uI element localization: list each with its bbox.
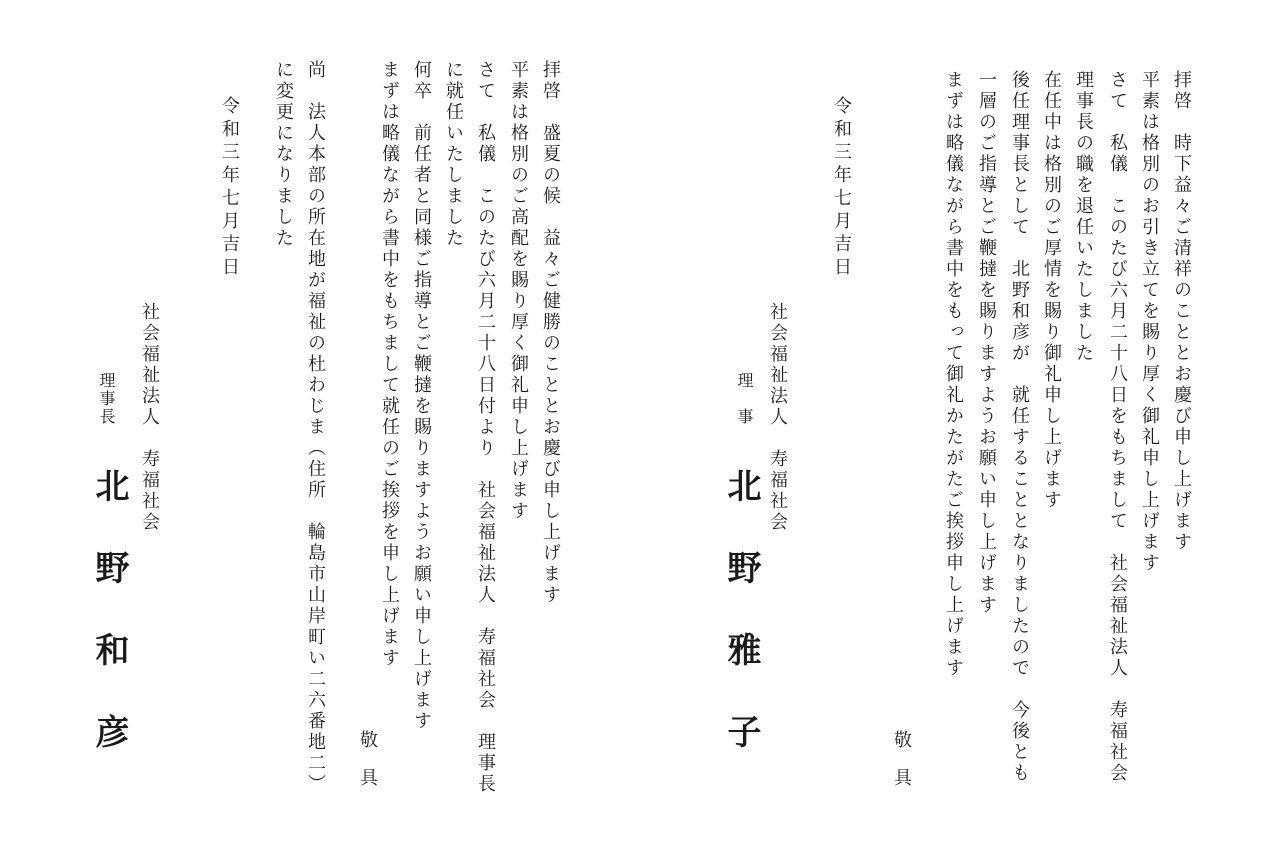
retirement-line-7: 一層のご指導とご鞭撻を賜りますようお願い申し上げます — [976, 70, 997, 616]
appointment-line-1: 拝啓 盛夏の候 益々ご健勝のこととお慶び申し上げます — [540, 60, 561, 606]
retirement-org: 社会福祉法人 寿福社会 — [767, 302, 788, 533]
appointment-line-2: 平素は格別のご高配を賜り厚く御礼申し上げます — [508, 60, 529, 522]
appointment-closing: 敬具 — [357, 730, 378, 806]
appointment-line-4: に就任いたしました — [443, 60, 464, 249]
retirement-signatory-name: 北野雅子 — [721, 468, 761, 796]
appointment-line-3: さて 私儀 このたび六月二十八日付より 社会福祉法人 寿福社会 理事長 — [475, 60, 496, 795]
postscript-line-2: に変更になりました — [273, 60, 294, 249]
retirement-line-4: 理事長の職を退任いたしました — [1073, 70, 1094, 364]
appointment-line-5: 何卒 前任者と同様ご指導とご鞭撻を賜りますようお願い申し上げます — [411, 60, 432, 732]
appointment-title: 理事長 — [97, 372, 116, 426]
appointment-line-6: まずは略儀ながら書中をもちまして就任のご挨拶を申し上げます — [379, 60, 400, 669]
appointment-signatory-name: 北野和彦 — [89, 468, 129, 796]
retirement-line-6: 後任理事長として 北野和彦が 就任することとなりましたので 今後とも — [1009, 70, 1030, 784]
appointment-date: 令和三年七月吉日 — [219, 96, 240, 280]
retirement-letter — [640, 0, 1280, 842]
retirement-closing: 敬具 — [891, 730, 912, 806]
retirement-date: 令和三年七月吉日 — [831, 96, 852, 280]
appointment-org: 社会福祉法人 寿福社会 — [139, 302, 160, 533]
retirement-line-3: さて 私儀 このたび六月二十八日をもちまして 社会福祉法人 寿福社会 — [1107, 70, 1128, 784]
postscript-line-1: 尚 法人本部の所在地が福祉の杜わじま（住所 輪島市山岸町い二六番地二） — [305, 60, 326, 795]
retirement-line-5: 在任中は格別のご厚情を賜り御礼申し上げます — [1041, 70, 1062, 511]
retirement-line-2: 平素は格別のお引き立てを賜り厚く御礼申し上げます — [1139, 70, 1160, 574]
retirement-line-8: まずは略儀ながら書中をもって御礼かたがたご挨拶申し上げます — [943, 70, 964, 679]
retirement-line-1: 拝啓 時下益々ご清祥のこととお慶び申し上げます — [1171, 70, 1192, 553]
retirement-title: 理 事 — [735, 372, 754, 426]
